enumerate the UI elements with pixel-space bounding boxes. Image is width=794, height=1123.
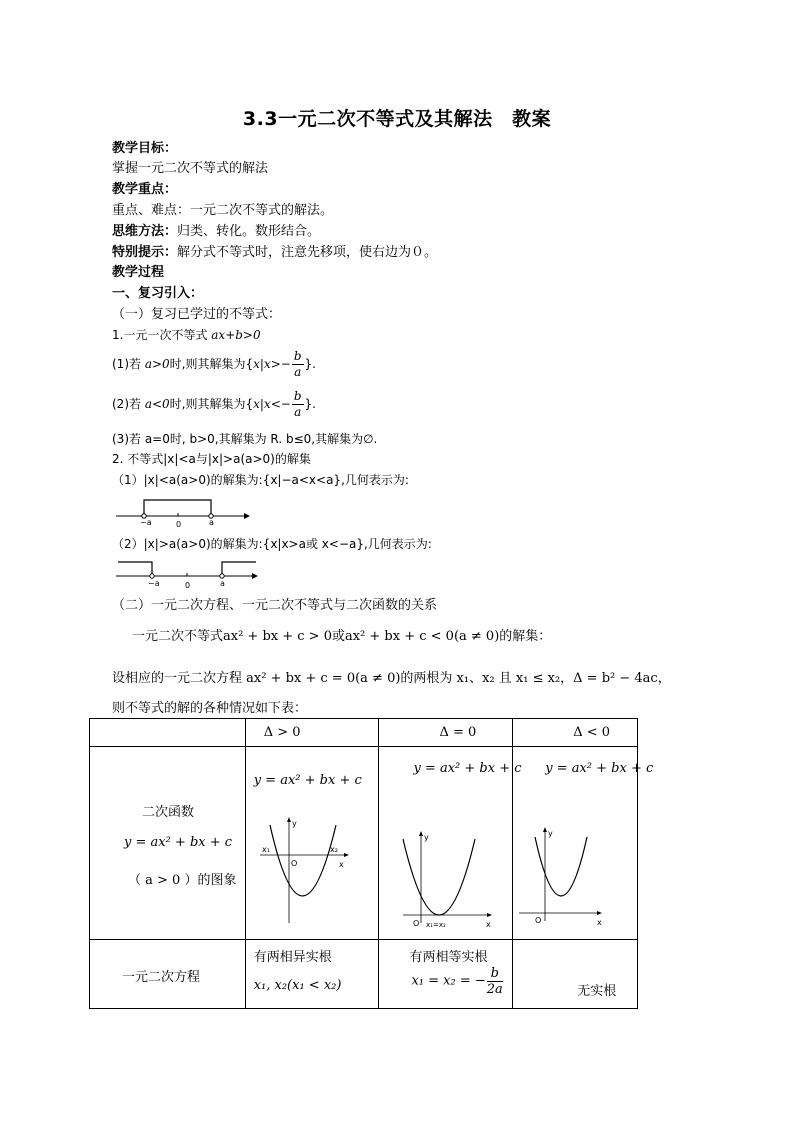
page-title: 3.3一元二次不等式及其解法 教案 [242, 108, 552, 130]
process-label: 教学过程 [112, 265, 165, 280]
part2-label: （二）一元二次方程、一元二次不等式与二次函数的关系 [112, 598, 438, 613]
tick-zero: 0 [176, 520, 182, 529]
parabola-one-root [399, 831, 499, 931]
part1-label: （一）复习已学过的不等式： [112, 307, 282, 322]
parabola-two-roots [260, 817, 350, 927]
header-delta-zero: Δ = 0 [379, 719, 513, 747]
goal-label: 教学目标： [112, 141, 178, 156]
header-delta-neg: Δ < 0 [513, 719, 638, 747]
row1-label-cell [90, 747, 246, 940]
header-cell-empty [90, 719, 246, 747]
solution-table [89, 718, 654, 1009]
case3: (3)若 a=0时, b>0,其解集为 R. b≤0,其解集为∅. [112, 432, 378, 446]
axis-x-2: x [486, 920, 492, 929]
row1-label-2: y = ax² + bx + c [124, 835, 233, 850]
inequality-line: 一元二次不等式ax² + bx + c > 0或ax² + bx + c < 0(a ≠ 0)的解集： [132, 629, 552, 644]
tick-zero-2: 0 [185, 581, 191, 590]
table-header-row [90, 719, 638, 747]
setup-line-2: 则不等式的解的各种情况如下表： [112, 701, 308, 716]
tick-neg-a-2: −a [148, 579, 160, 588]
row2-label-cell: 一元二次方程 [90, 940, 246, 1009]
abs2: （2）|x|>a(a>0)的解集为:{x|x>a或 x<−a},几何表示为: [112, 537, 432, 551]
origin-1: O [290, 859, 297, 868]
root-x2: x₂ [329, 845, 338, 854]
graph-cell-delta-neg [513, 747, 654, 940]
header-delta-pos: Δ > 0 [245, 719, 379, 747]
case2: (2)若 a<0时,则其解集为{x|x<− $\frac{b}{a}$ }. [112, 389, 316, 419]
focus-label: 教学重点： [112, 182, 178, 197]
focus-text: 重点、难点：一元二次不等式的解法。 [112, 203, 334, 218]
method-line: 思维方法：归类、转化。数形结合。 [112, 224, 321, 239]
row1-label-1: 二次函数 [142, 805, 195, 820]
case1: (1)若 a>0时,则其解集为{x|x>− $\frac{b}{a}$ }. [112, 349, 316, 379]
func-label-1: y = ax² + bx + c [253, 773, 362, 788]
graph-cell-delta-pos [245, 747, 379, 940]
root-x1: x₁ [261, 845, 270, 854]
axis-y-1: y [291, 819, 297, 828]
table-row-equation [90, 940, 638, 1009]
axis-x-3: x [597, 918, 602, 927]
table-row-graph [90, 747, 638, 940]
row2-cell-3: 无实根 [513, 940, 638, 1009]
row2-cell-1: 有两相异实根 x₁, x₂(x₁ < x₂) [245, 940, 379, 1009]
item1: 1.一元一次不等式 ax+b>0 [112, 328, 261, 342]
origin-2: O [413, 919, 420, 928]
review-label: 一、复习引入： [112, 286, 204, 301]
func-label-2: y = ax² + bx + c [413, 761, 522, 776]
graph-cell-delta-zero [379, 747, 522, 940]
goal-text: 掌握一元二次不等式的解法 [112, 161, 269, 176]
tick-pos-a-2: a [220, 579, 225, 588]
tip-line: 特别提示：解分式不等式时，注意先移项，使右边为０。 [112, 245, 438, 260]
parabola-no-root [517, 827, 607, 927]
axis-x-1: x [338, 860, 344, 869]
axis-y-3: y [548, 829, 553, 838]
number-line-1 [112, 494, 252, 530]
abs1: （1）|x|<a(a>0)的解集为:{x|−a<x<a},几何表示为: [112, 473, 409, 487]
row1-label-3: （ a > 0 ）的图象 [128, 873, 237, 888]
axis-y-2: y [424, 833, 430, 842]
number-line-2 [112, 558, 262, 590]
tick-neg-a: −a [140, 518, 152, 527]
root-x1x2: x₁=x₂ [426, 921, 447, 929]
row2-cell-2: 有两相等实根 x₁ = x₂ = − $\frac{b}{2a}$ [379, 940, 513, 1009]
origin-3: O [535, 916, 542, 925]
setup-line: 设相应的一元二次方程 ax² + bx + c = 0(a ≠ 0)的两根为 x₁、x₂ 且 x₁ ≤ x₂，Δ = b² − 4ac， [112, 671, 671, 686]
tick-pos-a: a [209, 518, 214, 527]
item2: 2. 不等式|x|<a与|x|>a(a>0)的解集 [112, 452, 311, 466]
func-label-3: y = ax² + bx + c [545, 761, 654, 776]
